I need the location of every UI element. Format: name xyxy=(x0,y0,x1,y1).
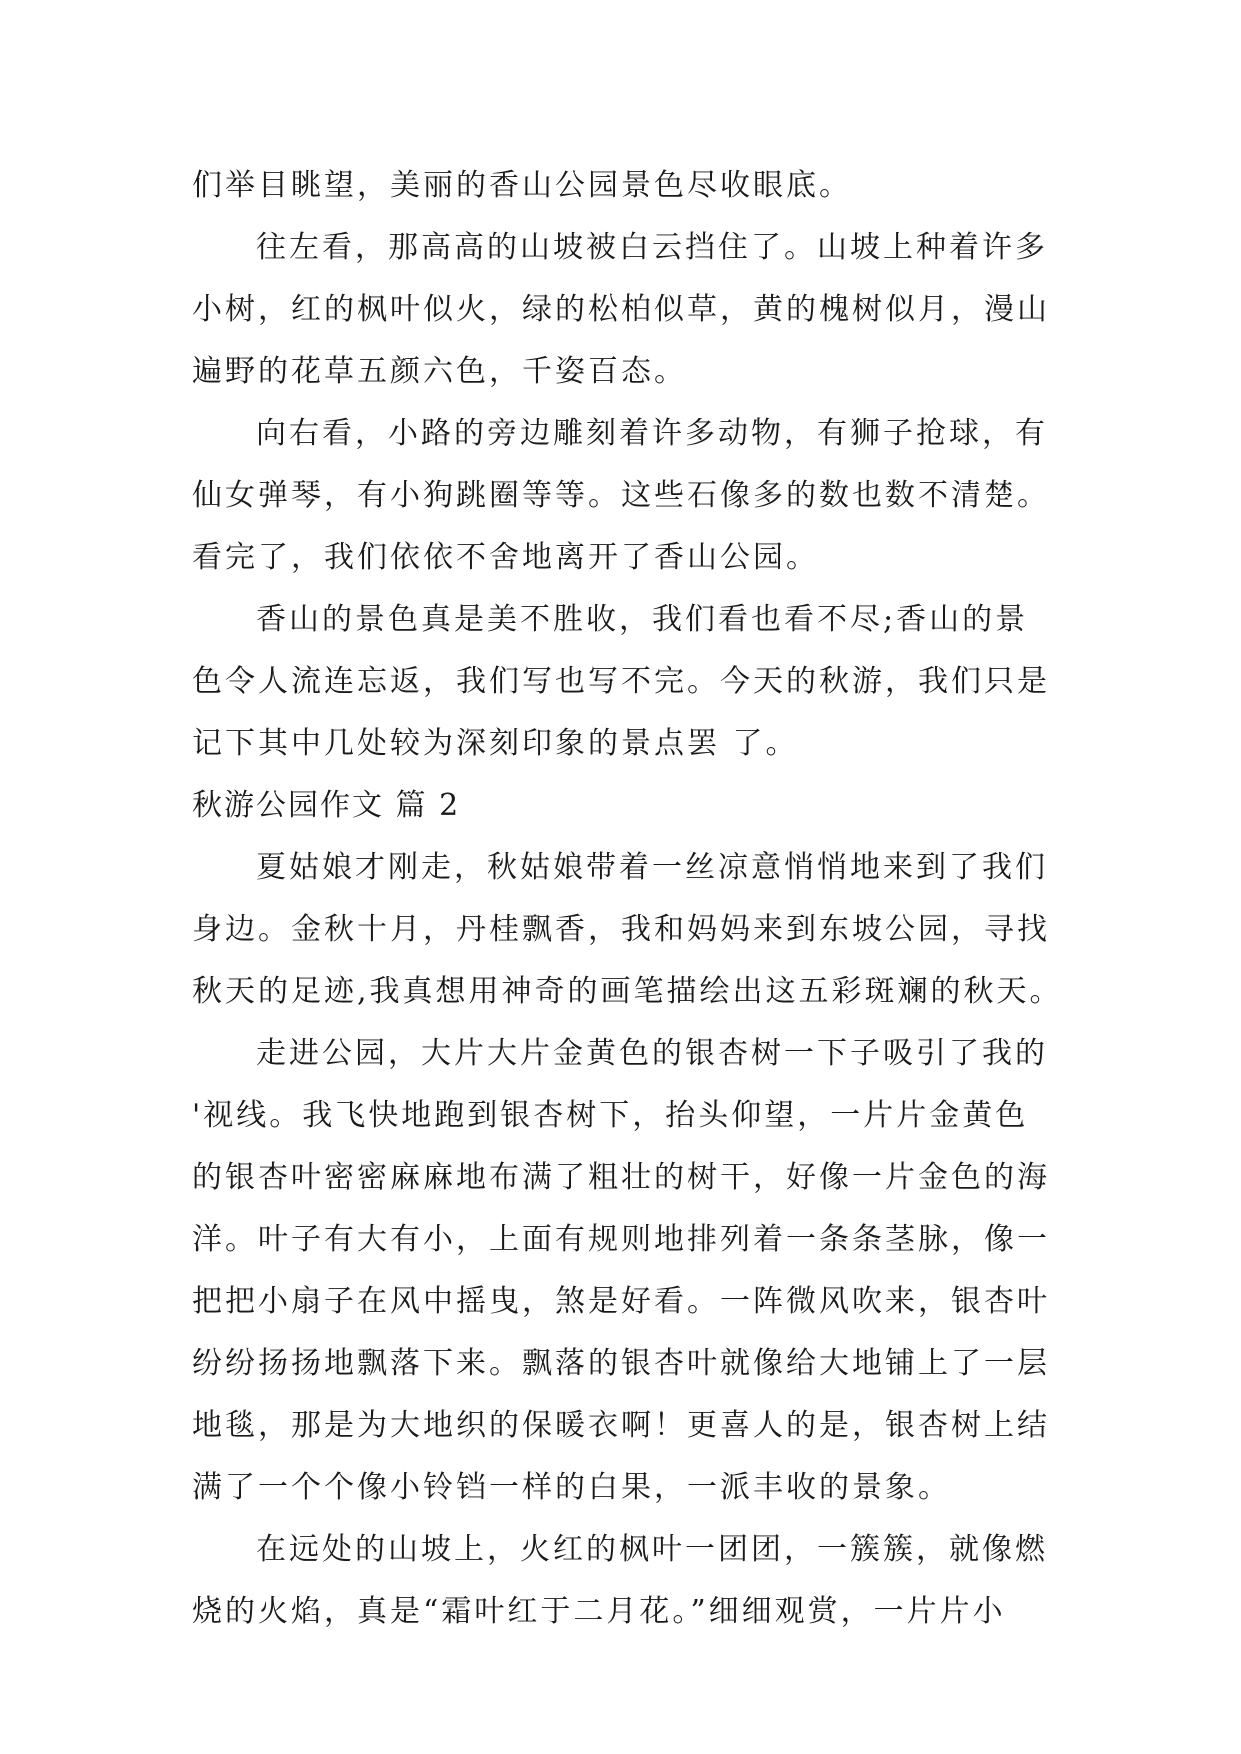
text-line: 地毯，那是为大地织的保暖衣啊！更喜人的是，银杏树上结 xyxy=(192,1408,1050,1443)
paragraph-start-line: 往左看，那高高的山坡被白云挡住了。山坡上种着许多 xyxy=(256,230,1048,265)
text-line: 色令人流连忘返，我们写也写不完。今天的秋游，我们只是 xyxy=(192,664,1050,699)
text-line: 纷纷扬扬地飘落下来。飘落的银杏叶就像给大地铺上了一层 xyxy=(192,1346,1050,1381)
text-line: 看完了，我们依依不舍地离开了香山公园。 xyxy=(192,540,819,575)
paragraph-start-line: 走进公园，大片大片金黄色的银杏树一下子吸引了我的 xyxy=(256,1036,1048,1071)
text-line: '视线。我飞快地跑到银杏树下，抬头仰望，一片片金黄色 xyxy=(192,1098,1029,1133)
text-line: 们举目眺望，美丽的香山公园景色尽收眼底。 xyxy=(192,168,852,203)
text-line: 小树，红的枫叶似火，绿的松柏似草，黄的槐树似月，漫山 xyxy=(192,292,1050,327)
paragraph-start-line: 向右看，小路的旁边雕刻着许多动物，有狮子抢球，有 xyxy=(256,416,1048,451)
section-heading: 秋游公园作文 篇 2 xyxy=(192,788,461,823)
text-line: 的银杏叶密密麻麻地布满了粗壮的树干，好像一片金色的海 xyxy=(192,1160,1050,1195)
paragraph-start-line: 香山的景色真是美不胜收，我们看也看不尽;香山的景 xyxy=(256,602,1029,637)
essay-text xyxy=(192,155,1063,1643)
text-line: 满了一个个像小铃铛一样的白果，一派丰收的景象。 xyxy=(192,1470,951,1505)
text-line: 洋。叶子有大有小，上面有规则地排列着一条条茎脉，像一 xyxy=(192,1222,1050,1257)
text-line: 秋天的足迹,我真想用神奇的画笔描绘出这五彩斑斓的秋天。 xyxy=(192,974,1063,1009)
text-line: 把把小扇子在风中摇曳，煞是好看。一阵微风吹来，银杏叶 xyxy=(192,1284,1050,1319)
text-line: 仙女弹琴，有小狗跳圈等等。这些石像多的数也数不清楚。 xyxy=(192,478,1050,513)
text-line: 身边。金秋十月，丹桂飘香，我和妈妈来到东坡公园，寻找 xyxy=(192,912,1050,947)
paragraph-start-line: 夏姑娘才刚走，秋姑娘带着一丝凉意悄悄地来到了我们 xyxy=(256,850,1048,885)
text-line: 记下其中几处较为深刻印象的景点罢 了。 xyxy=(192,726,799,761)
text-line: 烧的火焰，真是“霜叶红于二月花。”细细观赏，一片片小 xyxy=(192,1594,1006,1629)
paragraph-start-line: 在远处的山坡上，火红的枫叶一团团，一簇簇，就像燃 xyxy=(256,1532,1048,1567)
text-line: 遍野的花草五颜六色，千姿百态。 xyxy=(192,354,687,389)
